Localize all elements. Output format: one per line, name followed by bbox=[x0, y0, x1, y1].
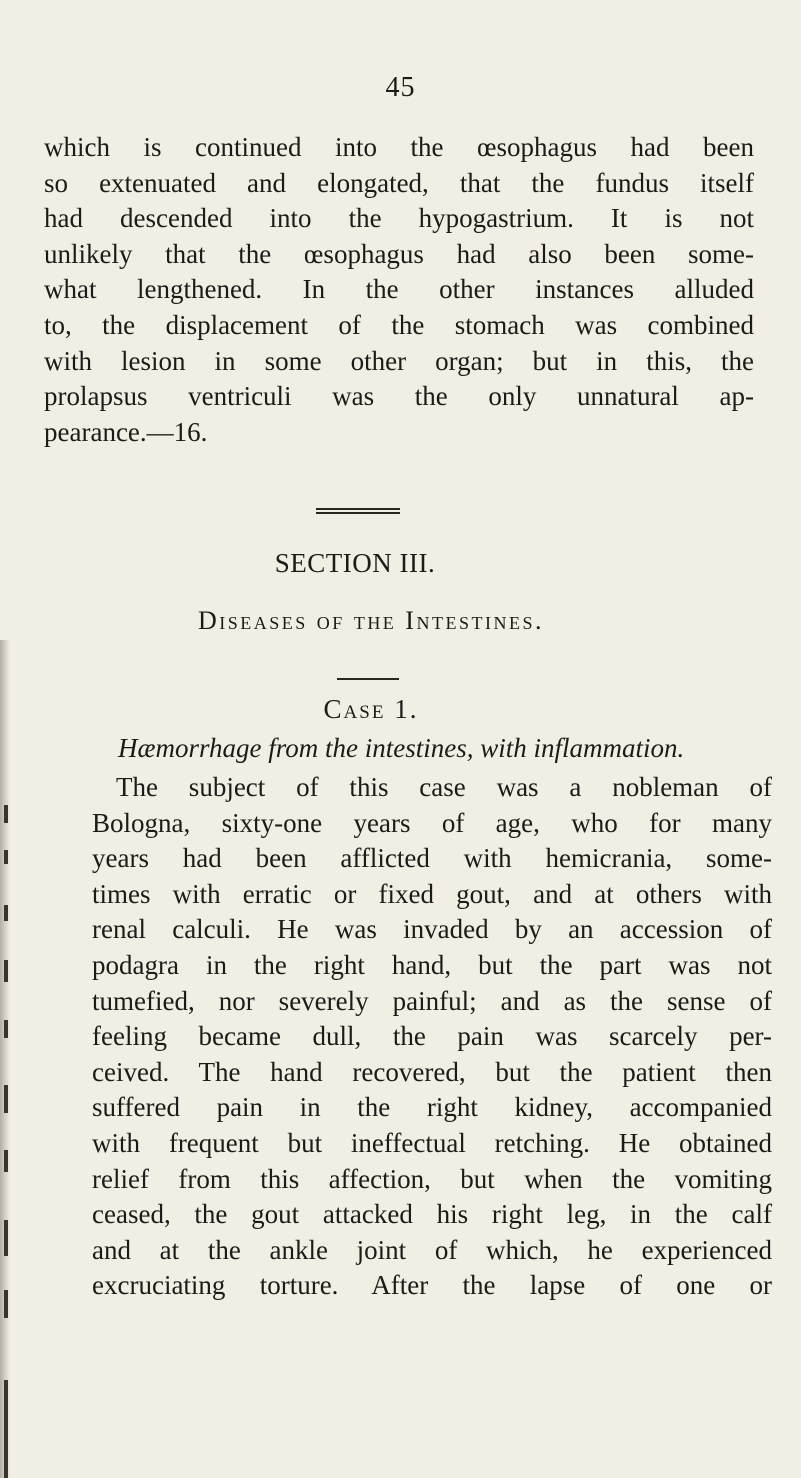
gutter-mark bbox=[4, 1020, 8, 1038]
gutter-mark bbox=[4, 805, 8, 823]
page-gutter-shadow bbox=[0, 640, 10, 1478]
text-line: relief from this affection, but when the vomiting bbox=[92, 1163, 772, 1194]
section-heading: SECTION III. bbox=[274, 548, 436, 578]
text-line: which is continued into the œsophagus had been bbox=[44, 132, 754, 162]
text-line: to, the displacement of the stomach was combined bbox=[44, 309, 754, 340]
chapter-heading: Diseases of the Intestines. bbox=[198, 606, 544, 635]
text-line: pearance.—16. bbox=[44, 416, 208, 447]
text-line: so extenuated and elongated, that the fundus itself bbox=[44, 167, 754, 198]
text-line: and at the ankle joint of which, he experienced bbox=[92, 1234, 772, 1265]
heading-divider-rule bbox=[337, 678, 399, 680]
text-line: renal calculi. He was invaded by an accession of bbox=[92, 914, 772, 945]
text-line: ceived. The hand recovered, but the patient then bbox=[92, 1056, 772, 1087]
text-line: podagra in the right hand, but the part was not bbox=[92, 949, 772, 980]
text-line: what lengthened. In the other instances alluded bbox=[44, 274, 754, 305]
text-line: Bologna, sixty-one years of age, who for many bbox=[92, 807, 772, 838]
text-line: times with erratic or fixed gout, and at others with bbox=[92, 878, 772, 909]
text-line: tumefied, nor severely painful; and as the sense of bbox=[92, 985, 772, 1016]
gutter-mark bbox=[4, 1220, 8, 1256]
paragraph-case-body bbox=[92, 770, 772, 1304]
gutter-mark bbox=[4, 1085, 8, 1113]
page-number: 45 bbox=[385, 72, 416, 103]
text-line: The subject of this case was a nobleman of bbox=[116, 772, 772, 802]
gutter-mark bbox=[4, 1380, 8, 1478]
gutter-mark bbox=[4, 1150, 8, 1172]
case-heading: Case 1. bbox=[323, 694, 419, 724]
text-line: excruciating torture. After the lapse of one or bbox=[92, 1270, 772, 1301]
text-line: ceased, the gout attacked his right leg, in the calf bbox=[92, 1199, 772, 1230]
gutter-mark bbox=[4, 850, 8, 864]
text-line: with lesion in some other organ; but in this, the bbox=[44, 345, 754, 376]
case-subtitle: Hæmorrhage from the intestines, with inflammation. bbox=[118, 733, 685, 763]
section-divider-double-rule bbox=[316, 508, 400, 514]
text-line: suffered pain in the right kidney, accompanied bbox=[92, 1092, 772, 1123]
text-line: had descended into the hypogastrium. It is not bbox=[44, 203, 754, 234]
text-line: years had been afflicted with hemicrania, some- bbox=[92, 843, 772, 874]
text-line: feeling became dull, the pain was scarcely per- bbox=[92, 1021, 772, 1052]
gutter-mark bbox=[4, 1290, 8, 1318]
text-line: unlikely that the œsophagus had also been some- bbox=[44, 238, 754, 269]
paragraph-continued bbox=[44, 130, 754, 450]
text-line: with frequent but ineffectual retching. He obtained bbox=[92, 1127, 772, 1158]
gutter-mark bbox=[4, 905, 8, 921]
gutter-mark bbox=[4, 960, 8, 982]
text-line: prolapsus ventriculi was the only unnatural ap- bbox=[44, 381, 754, 412]
